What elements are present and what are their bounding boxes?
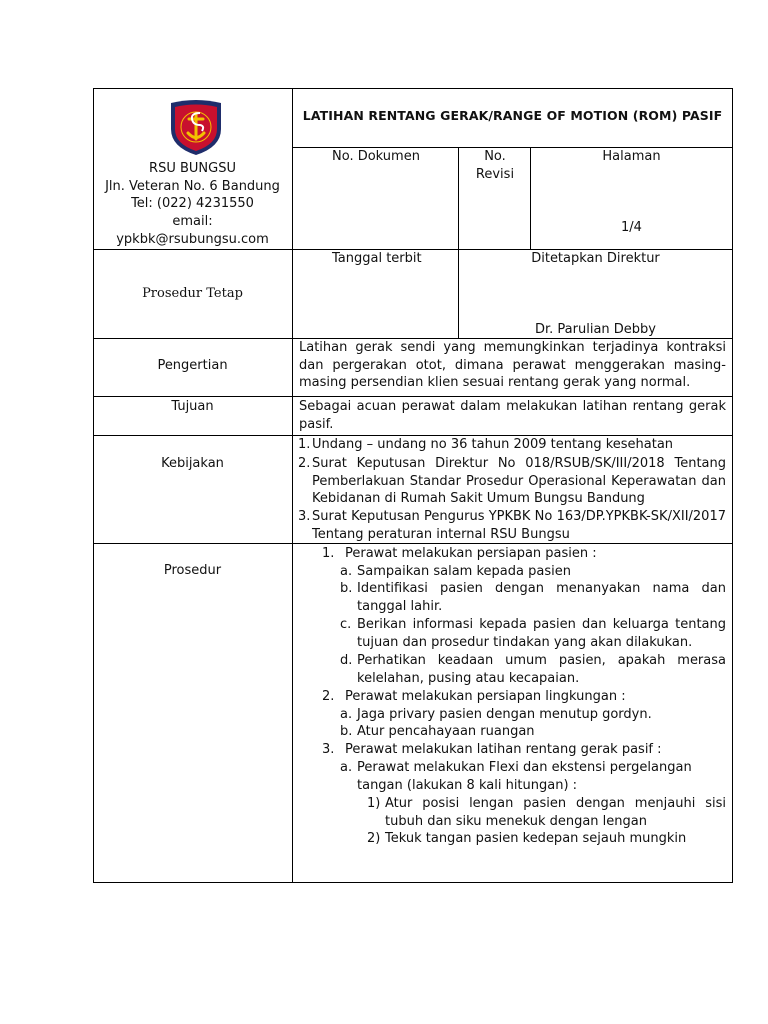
kebijakan-item-number: 1. xyxy=(298,437,311,452)
row-divider xyxy=(93,543,733,544)
substep-text: Berikan informasi kepada pasien dan keluarga tentang tujuan dan prosedur tindakan yang akan dilakukan. xyxy=(357,617,726,650)
tanggal-terbit-label: Tanggal terbit xyxy=(332,251,422,266)
hospital-logo xyxy=(167,99,225,157)
substep-text: Tekuk tangan pasien kedepan sejauh mungkin xyxy=(385,831,687,846)
org-address: Jln. Veteran No. 6 Bandung xyxy=(105,179,280,194)
step-text: Perawat melakukan persiapan lingkungan : xyxy=(345,689,626,704)
step-text: Perawat melakukan latihan rentang gerak pasif : xyxy=(345,742,662,757)
kebijakan-item: Surat Keputusan Direktur No 018/RSUB/SK/III/2018 Tentang Pemberlakuan Standar Prosedur Operasional Keperawatan dan Kebidanan di Rumah Sakit Umum Bungsu Bandung xyxy=(312,456,726,506)
substep-text: Jaga privary pasien dengan menutup gordyn. xyxy=(357,707,652,722)
substep-number: 2) xyxy=(367,831,381,846)
no-revisi-label: No. Revisi xyxy=(475,149,515,182)
step-number: 1. xyxy=(322,546,335,561)
substep-letter: b. xyxy=(340,581,353,596)
column-divider xyxy=(292,88,293,883)
prosedur-tetap-label: Prosedur Tetap xyxy=(142,286,243,301)
substep-text: Identifikasi pasien dengan menanyakan nama dan tanggal lahir. xyxy=(357,581,726,614)
org-email-label: email: xyxy=(172,214,213,229)
step-number: 3. xyxy=(322,742,335,757)
substep-text: Atur posisi lengan pasien dengan menjauhi sisi tubuh dan siku menekuk dengan lengan xyxy=(385,796,726,829)
substep-letter: c. xyxy=(340,617,352,632)
substep-letter: a. xyxy=(340,707,353,722)
prosedur-label: Prosedur xyxy=(163,563,222,578)
document-title: LATIHAN RENTANG GERAK/RANGE OF MOTION (ROM) PASIF xyxy=(302,108,723,123)
org-email: ypkbk@rsubungsu.com xyxy=(116,232,269,247)
step-text: Perawat melakukan persiapan pasien : xyxy=(345,546,597,561)
substep-letter: a. xyxy=(340,564,353,579)
kebijakan-item: Undang – undang no 36 tahun 2009 tentang kesehatan xyxy=(312,437,674,452)
substep-text: Atur pencahayaan ruangan xyxy=(357,724,535,739)
substep-letter: a. xyxy=(340,760,353,775)
kebijakan-label: Kebijakan xyxy=(161,456,224,471)
pengertian-label: Pengertian xyxy=(157,358,228,373)
substep-letter: d. xyxy=(340,653,353,668)
ditetapkan-label: Ditetapkan Direktur xyxy=(531,251,660,266)
org-phone: Tel: (022) 4231550 xyxy=(131,196,254,211)
substep-text: Perawat melakukan Flexi dan ekstensi pergelangan tangan (lakukan 8 kali hitungan) : xyxy=(357,760,692,793)
halaman-value: 1/4 xyxy=(621,220,642,235)
direktur-name: Dr. Parulian Debby xyxy=(535,322,656,337)
pengertian-text: Latihan gerak sendi yang memungkinkan terjadinya kontraksi dan pergerakan otot, dimana perawat menggerakan masing-masing persendian klien sesuai rentang gerak yang normal. xyxy=(299,340,726,390)
step-number: 2. xyxy=(322,689,335,704)
column-divider xyxy=(458,147,459,338)
kebijakan-item-number: 2. xyxy=(298,456,311,471)
kebijakan-item-number: 3. xyxy=(298,509,311,524)
tujuan-text: Sebagai acuan perawat dalam melakukan latihan rentang gerak pasif. xyxy=(299,399,726,432)
org-name: RSU BUNGSU xyxy=(149,161,236,176)
substep-text: Sampaikan salam kepada pasien xyxy=(357,564,571,579)
halaman-label: Halaman xyxy=(602,149,661,164)
substep-text: Perhatikan keadaan umum pasien, apakah merasa kelelahan, pusing atau kecapaian. xyxy=(357,653,726,686)
row-divider xyxy=(93,396,733,397)
tujuan-label: Tujuan xyxy=(171,399,214,414)
no-dokumen-label: No. Dokumen xyxy=(332,149,420,164)
substep-number: 1) xyxy=(367,796,381,811)
kebijakan-item: Surat Keputusan Pengurus YPKBK No 163/DP.YPKBK-SK/XII/2017 Tentang peraturan internal RSU Bungsu xyxy=(312,509,726,542)
substep-letter: b. xyxy=(340,724,353,739)
